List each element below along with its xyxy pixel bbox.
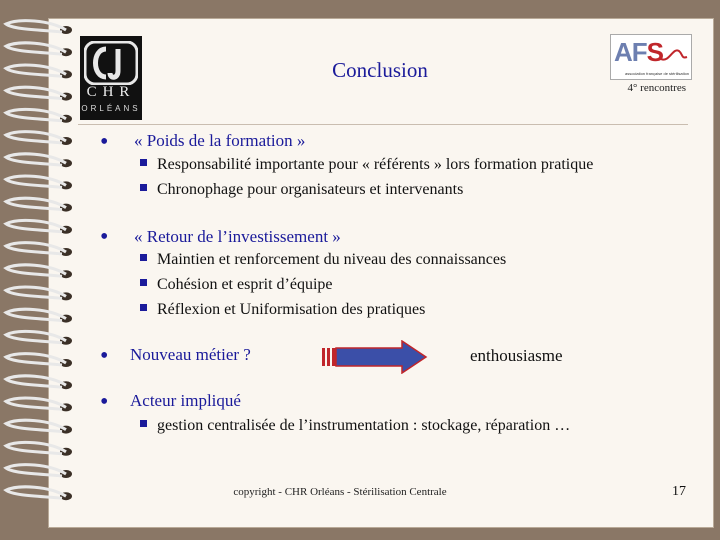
item-heading: « Poids de la formation »	[134, 131, 306, 150]
square-bullet-icon	[140, 279, 147, 286]
logo-orleans-text: ORLÉANS	[81, 104, 141, 113]
binding-ring	[6, 354, 66, 365]
item-heading: Acteur impliqué	[130, 391, 241, 410]
binding-ring	[6, 309, 66, 320]
slide-background	[48, 18, 714, 528]
square-bullet-icon	[140, 184, 147, 191]
item-heading: « Retour de l’investissement »	[134, 227, 341, 246]
binding-ring	[6, 398, 66, 409]
item-heading: Nouveau métier ?	[130, 345, 251, 364]
footer-copyright: copyright - CHR Orléans - Stérilisation Centrale	[233, 486, 447, 498]
bullet-icon: •	[100, 224, 109, 250]
binding-ring	[6, 465, 66, 476]
binding-ring	[6, 331, 66, 342]
sub-item: gestion centralisée de l’instrumentation : stockage, réparation …	[140, 417, 570, 435]
binding-ring	[6, 376, 66, 387]
bullet-icon: •	[100, 389, 109, 415]
header-divider	[78, 124, 688, 125]
binding-ring	[6, 176, 66, 187]
afs-logo	[610, 34, 692, 80]
square-bullet-icon	[140, 420, 147, 427]
binding-ring	[6, 65, 66, 76]
sub-item: Maintien et renforcement du niveau des connaissances	[140, 251, 506, 269]
binding-ring	[6, 198, 66, 209]
binding-ring	[6, 43, 66, 54]
afs-logo-accent: S	[646, 37, 664, 67]
binding-ring	[6, 243, 66, 254]
logo-chr-text: CHR	[86, 84, 136, 100]
meeting-label: 4° rencontres	[627, 82, 686, 94]
binding-ring	[6, 442, 66, 453]
afs-swoosh-icon	[659, 45, 689, 65]
sub-item: Chronophage pour organisateurs et intervenants	[140, 181, 463, 199]
afs-tagline: association française de stérilisation	[625, 71, 690, 76]
spiral-binding	[0, 0, 80, 540]
result-text: enthousiasme	[470, 346, 563, 365]
chr-monogram-icon	[84, 41, 138, 85]
binding-ring	[6, 287, 66, 298]
binding-ring	[6, 265, 66, 276]
square-bullet-icon	[140, 304, 147, 311]
sub-item: Réflexion et Uniformisation des pratiques	[140, 301, 425, 319]
sub-item: Cohésion et esprit d’équipe	[140, 276, 333, 294]
square-bullet-icon	[140, 159, 147, 166]
binding-ring	[6, 21, 66, 32]
page-number: 17	[672, 484, 686, 499]
slide-title: Conclusion	[332, 58, 428, 82]
binding-ring	[6, 154, 66, 165]
binding-ring	[6, 87, 66, 98]
binding-ring	[6, 487, 66, 498]
square-bullet-icon	[140, 254, 147, 261]
binding-ring	[6, 132, 66, 143]
sub-item: Responsabilité importante pour « référents » lors formation pratique	[140, 156, 593, 174]
binding-ring	[6, 109, 66, 120]
binding-ring	[6, 420, 66, 431]
bullet-icon: •	[100, 129, 109, 155]
afs-logo-main: AF	[614, 37, 647, 67]
binding-ring	[6, 220, 66, 231]
chr-orleans-logo	[80, 36, 142, 120]
bullet-icon: •	[100, 343, 109, 369]
arrow-right-icon	[322, 340, 428, 374]
